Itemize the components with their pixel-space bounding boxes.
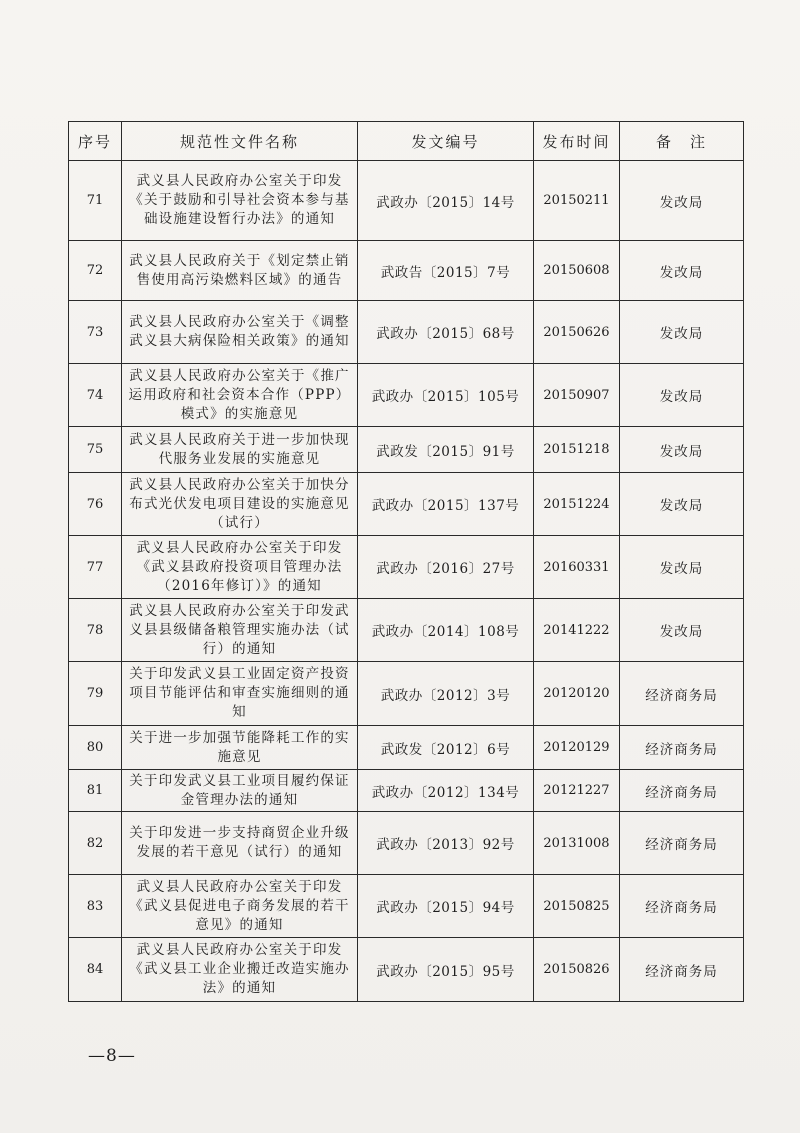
row-number: 78 <box>69 599 122 662</box>
table-row <box>69 875 744 938</box>
publish-date: 20120120 <box>534 662 620 726</box>
department-note: 经济商务局 <box>620 726 744 770</box>
document-number: 武政办〔2015〕105号 <box>358 364 534 427</box>
row-number: 74 <box>69 364 122 427</box>
publish-date: 20150608 <box>534 241 620 301</box>
table-row <box>69 662 744 726</box>
document-name: 武义县人民政府办公室关于加快分布式光伏发电项目建设的实施意见（试行） <box>122 473 358 536</box>
table-row <box>69 241 744 301</box>
publish-date: 20121227 <box>534 770 620 812</box>
department-note: 经济商务局 <box>620 662 744 726</box>
document-number: 武政办〔2012〕3号 <box>358 662 534 726</box>
department-note: 发改局 <box>620 473 744 536</box>
document-number: 武政发〔2012〕6号 <box>358 726 534 770</box>
document-number: 武政办〔2015〕94号 <box>358 875 534 938</box>
document-name: 武义县人民政府办公室关于《调整武义县大病保险相关政策》的通知 <box>122 301 358 364</box>
department-note: 经济商务局 <box>620 812 744 875</box>
header-no: 序号 <box>69 122 122 161</box>
table-row <box>69 364 744 427</box>
document-name: 武义县人民政府办公室关于印发《武义县促进电子商务发展的若干意见》的通知 <box>122 875 358 938</box>
row-number: 81 <box>69 770 122 812</box>
document-number: 武政办〔2016〕27号 <box>358 536 534 599</box>
document-number: 武政办〔2015〕137号 <box>358 473 534 536</box>
publish-date: 20150826 <box>534 938 620 1002</box>
table-row <box>69 938 744 1002</box>
document-number: 武政办〔2014〕108号 <box>358 599 534 662</box>
document-number: 武政办〔2013〕92号 <box>358 812 534 875</box>
table-row <box>69 473 744 536</box>
department-note: 发改局 <box>620 161 744 241</box>
publish-date: 20141222 <box>534 599 620 662</box>
publish-date: 20150907 <box>534 364 620 427</box>
row-number: 75 <box>69 427 122 473</box>
publish-date: 20160331 <box>534 536 620 599</box>
table-row <box>69 161 744 241</box>
table-row <box>69 812 744 875</box>
row-number: 83 <box>69 875 122 938</box>
row-number: 84 <box>69 938 122 1002</box>
document-number: 武政办〔2015〕95号 <box>358 938 534 1002</box>
page-number: —8— <box>88 1046 136 1066</box>
table-row <box>69 301 744 364</box>
header-doc-number: 发文编号 <box>358 122 534 161</box>
table-row <box>69 726 744 770</box>
document-number: 武政办〔2015〕14号 <box>358 161 534 241</box>
table-row <box>69 536 744 599</box>
row-number: 79 <box>69 662 122 726</box>
document-number: 武政办〔2015〕68号 <box>358 301 534 364</box>
table-row <box>69 770 744 812</box>
document-name: 武义县人民政府办公室关于印发《关于鼓励和引导社会资本参与基础设施建设暂行办法》的通知 <box>122 161 358 241</box>
document-name: 武义县人民政府办公室关于印发《武义县工业企业搬迁改造实施办法》的通知 <box>122 938 358 1002</box>
publish-date: 20131008 <box>534 812 620 875</box>
row-number: 82 <box>69 812 122 875</box>
document-name: 武义县人民政府关于《划定禁止销售使用高污染燃料区域》的通告 <box>122 241 358 301</box>
document-name: 关于印发武义县工业项目履约保证金管理办法的通知 <box>122 770 358 812</box>
document-name: 关于进一步加强节能降耗工作的实施意见 <box>122 726 358 770</box>
department-note: 发改局 <box>620 599 744 662</box>
publish-date: 20151224 <box>534 473 620 536</box>
publish-date: 20120129 <box>534 726 620 770</box>
row-number: 73 <box>69 301 122 364</box>
department-note: 发改局 <box>620 301 744 364</box>
department-note: 发改局 <box>620 241 744 301</box>
table-row <box>69 599 744 662</box>
department-note: 经济商务局 <box>620 770 744 812</box>
row-number: 76 <box>69 473 122 536</box>
department-note: 发改局 <box>620 536 744 599</box>
table-header-row <box>69 122 744 161</box>
document-name: 武义县人民政府办公室关于《推广运用政府和社会资本合作（PPP）模式》的实施意见 <box>122 364 358 427</box>
publish-date: 20150211 <box>534 161 620 241</box>
document-number: 武政发〔2015〕91号 <box>358 427 534 473</box>
document-name: 武义县人民政府办公室关于印发《武义县政府投资项目管理办法（2016年修订）》的通知 <box>122 536 358 599</box>
publish-date: 20150825 <box>534 875 620 938</box>
document-number: 武政告〔2015〕7号 <box>358 241 534 301</box>
row-number: 80 <box>69 726 122 770</box>
row-number: 77 <box>69 536 122 599</box>
header-date: 发布时间 <box>534 122 620 161</box>
header-name: 规范性文件名称 <box>122 122 358 161</box>
table-row <box>69 427 744 473</box>
department-note: 经济商务局 <box>620 875 744 938</box>
row-number: 71 <box>69 161 122 241</box>
header-note: 备 注 <box>620 122 744 161</box>
publish-date: 20151218 <box>534 427 620 473</box>
table-body <box>69 161 744 1002</box>
regulation-table <box>68 121 744 1002</box>
department-note: 经济商务局 <box>620 938 744 1002</box>
document-number: 武政办〔2012〕134号 <box>358 770 534 812</box>
department-note: 发改局 <box>620 427 744 473</box>
document-name: 武义县人民政府办公室关于印发武义县县级储备粮管理实施办法（试行）的通知 <box>122 599 358 662</box>
document-name: 关于印发武义县工业固定资产投资项目节能评估和审查实施细则的通知 <box>122 662 358 726</box>
department-note: 发改局 <box>620 364 744 427</box>
row-number: 72 <box>69 241 122 301</box>
document-name: 关于印发进一步支持商贸企业升级发展的若干意见（试行）的通知 <box>122 812 358 875</box>
document-name: 武义县人民政府关于进一步加快现代服务业发展的实施意见 <box>122 427 358 473</box>
publish-date: 20150626 <box>534 301 620 364</box>
